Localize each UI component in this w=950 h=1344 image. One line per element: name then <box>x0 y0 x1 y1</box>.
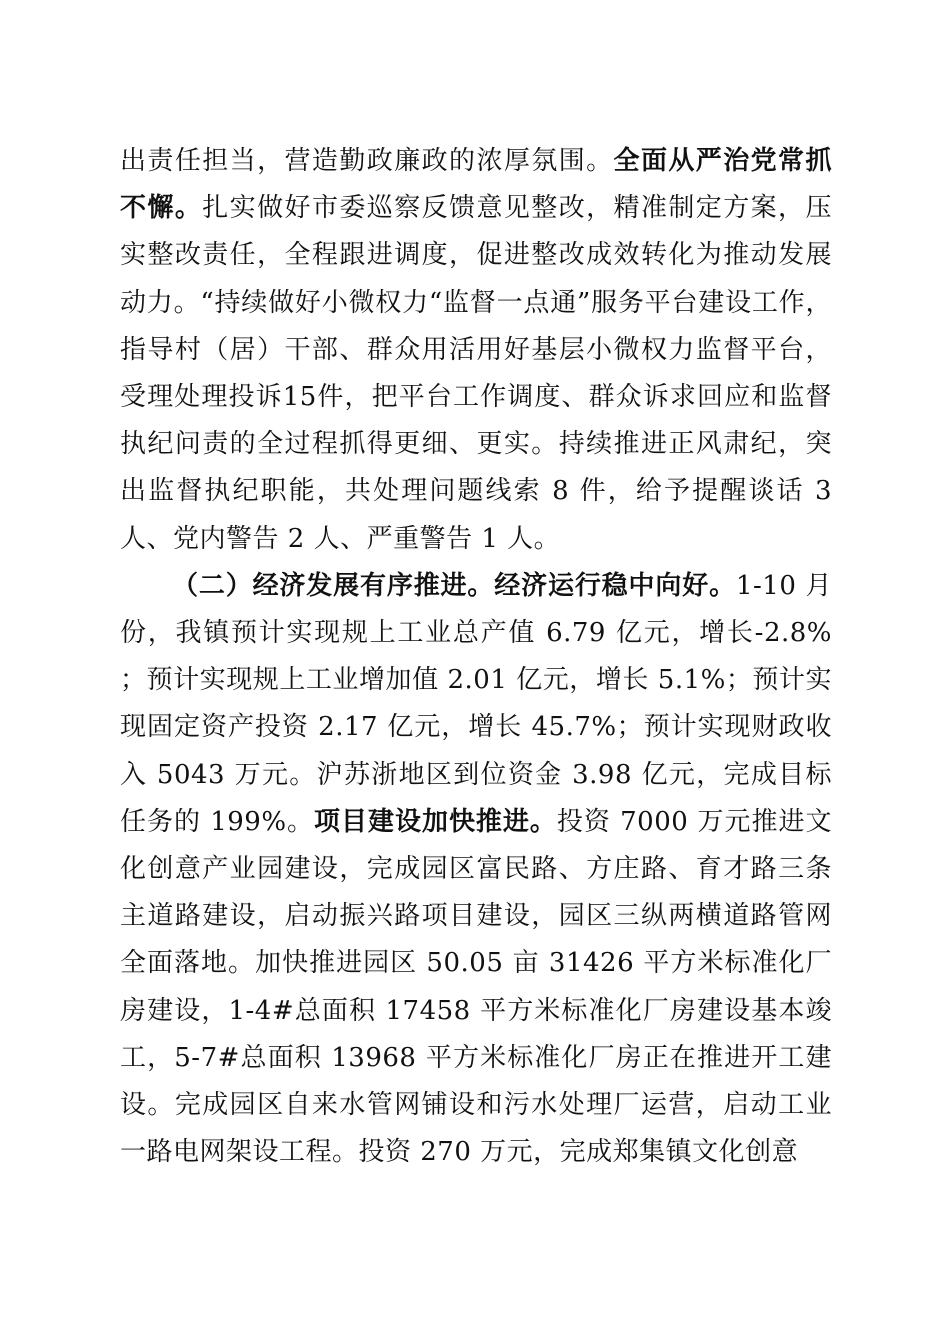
text-segment: 投资 7000 万元推进文化创意产业园建设，完成园区富民路、方庄路、育才路三条主道路建设，启动振兴路项目建设，园区三纵两横道路管网全面落地。加快推进园区 50.05 亩 31426 平方米标准化厂房建设，1-4#总面积 17458 平方米标准化厂房建设基本竣工，5-7#总面积 13968 平方米标准化厂房正在推进开工建设。完成园区自来水管网铺设和污水处理厂运营，启动工业一路电网架设工程。投资 270 万元，完成郑集镇文化创意 <box>120 806 832 1168</box>
text-segment: 1-10 月份，我镇预计实现规上工业总产值 6.79 亿元，增长-2.8% ；预计实现规上工业增加值 2.01 亿元，增长 5.1%；预计实现固定资产投资 2.17 亿元，增长 45.7%；预计实现财政收入 5043 万元。沪苏浙地区到位资金 3.98 亿元，完成目标任务的 199%。 <box>120 570 832 837</box>
paragraph-economy <box>120 563 832 1177</box>
paragraph-discipline <box>120 138 832 563</box>
text-segment: 扎实做好市委巡察反馈意见整改，精准制定方案，压实整改责任，全程跟进调度，促进整改成效转化为推动发展动力。“持续做好小微权力“监督一点通”服务平台建设工作，指导村（居）干部、群众用活用好基层小微权力监督平台，受理处理投诉15件，把平台工作调度、群众诉求回应和监督执纪问责的全过程抓得更细、更实。持续推进正风肃纪，突出监督执纪职能，共处理问题线索 8 件，给予提醒谈话 3 人、党内警告 2 人、严重警告 1 人。 <box>120 193 832 554</box>
text-segment: 出责任担当，营造勤政廉政的浓厚氛围。 <box>120 146 614 176</box>
bold-heading-economic-development: （二）经济发展有序推进。经济运行稳中向好。 <box>172 570 736 601</box>
document-body <box>120 138 832 1176</box>
bold-heading-party-governance: 全面从严治党常抓不懈。 <box>120 146 832 224</box>
bold-heading-project-construction: 项目建设加快推进。 <box>314 806 557 837</box>
